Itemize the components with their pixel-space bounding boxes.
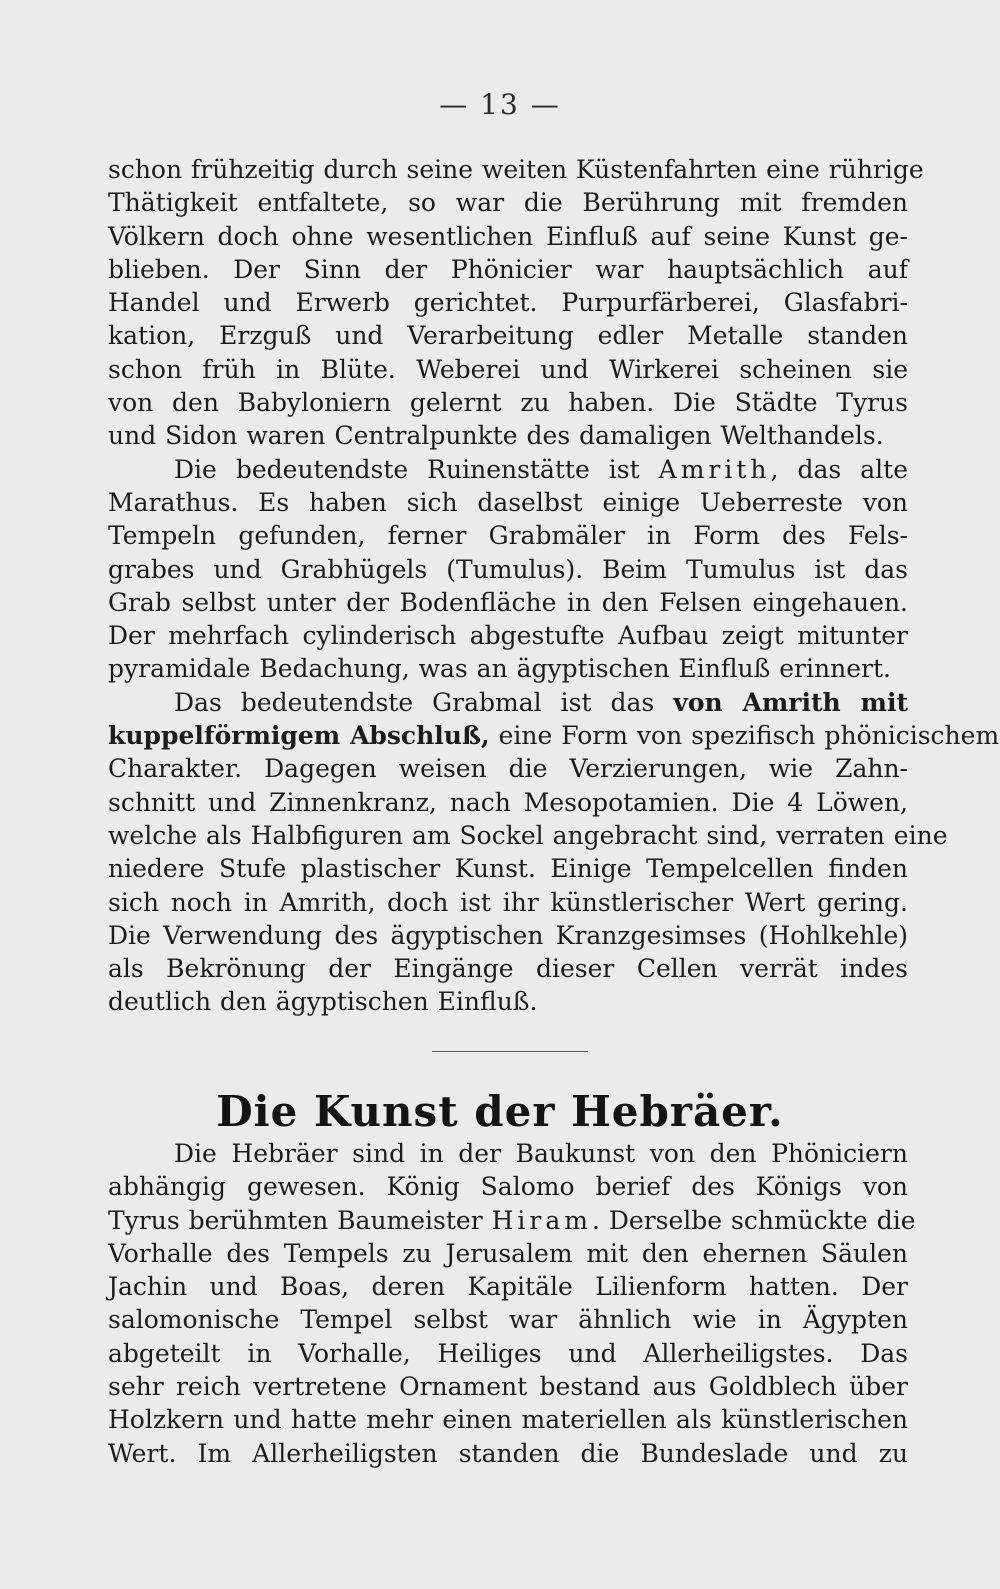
text-line: pyramidale Bedachung, was an ägyptischen Einfluß erinnert. xyxy=(108,654,891,684)
text-line: blieben. Der Sinn der Phönicier war hauptsächlich auf xyxy=(108,254,908,284)
text-line: salomonische Tempel selbst war ähnlich wie in Ägypten xyxy=(108,1305,908,1335)
text-line: Handel und Erwerb gerichtet. Purpurfärberei, Glasfabri- xyxy=(108,288,908,318)
text-line: welche als Halbfiguren am Sockel angebracht sind, verraten eine xyxy=(108,820,948,850)
text-fragment: Die bedeutendste Ruinenstätte ist xyxy=(174,454,659,484)
text-line: schnitt und Zinnenkranz, nach Mesopotamien. Die 4 Löwen, xyxy=(108,787,908,817)
text-fragment: Tyrus berühmten Baumeister xyxy=(108,1205,492,1235)
text-line: Wert. Im Allerheiligsten standen die Bundeslade und zu xyxy=(108,1438,908,1468)
text-line xyxy=(108,686,908,719)
text-line: schon frühzeitig durch seine weiten Küstenfahrten eine rührige xyxy=(108,155,924,184)
section-heading: Die Kunst der Hebräer. xyxy=(216,1087,784,1136)
paragraph-1 xyxy=(108,153,1000,1019)
text-line xyxy=(108,719,1000,752)
text-line: Tempeln gefunden, ferner Grabmäler in Form des Fels- xyxy=(108,521,908,551)
text-fragment: Das bedeutendste Grabmal ist das xyxy=(174,687,674,717)
text-line: Charakter. Dagegen weisen die Verzierungen, wie Zahn- xyxy=(108,754,908,784)
text-line: abgeteilt in Vorhalle, Heiliges und Allerheiligstes. Das xyxy=(108,1338,908,1368)
text-line: niedere Stufe plastischer Kunst. Einige Tempelcellen finden xyxy=(108,854,908,884)
page-number: — 13 — xyxy=(439,88,561,121)
text-line: Der mehrfach cylinderisch abgestufte Aufbau zeigt mitunter xyxy=(108,621,908,651)
spaced-name: Hiram xyxy=(491,1205,592,1235)
text-line: sich noch in Amrith, doch ist ihr künstlerischer Wert gering. xyxy=(108,887,908,917)
bold-phrase: kuppelförmigem Abschluß, xyxy=(108,721,490,751)
text-fragment: . Derselbe schmückte die xyxy=(591,1205,916,1235)
text-fragment: , das alte xyxy=(770,454,908,484)
text-line xyxy=(108,1204,916,1237)
text-line: Thätigkeit entfaltete, so war die Berührung mit fremden xyxy=(108,188,908,218)
text-line xyxy=(108,453,908,486)
text-line: Grab selbst unter der Bodenfläche in den Felsen eingehauen. xyxy=(108,587,908,617)
text-line: von den Babyloniern gelernt zu haben. Die Städte Tyrus xyxy=(108,388,908,418)
text-line: deutlich den ägyptischen Einfluß. xyxy=(108,987,538,1017)
text-line: grabes und Grabhügels (Tumulus). Beim Tumulus ist das xyxy=(108,554,908,584)
text-line: Jachin und Boas, deren Kapitäle Lilienform hatten. Der xyxy=(108,1272,908,1302)
text-line: Vorhalle des Tempels zu Jerusalem mit den ehernen Säulen xyxy=(108,1238,908,1268)
text-line: Die Hebräer sind in der Baukunst von den Phöniciern xyxy=(174,1139,908,1168)
section-divider xyxy=(432,1051,588,1052)
text-fragment: eine Form von spezifisch phönicischem xyxy=(489,721,1000,751)
text-line: kation, Erzguß und Verarbeitung edler Metalle standen xyxy=(108,321,908,351)
spaced-name: Amrith xyxy=(658,454,771,484)
text-line: und Sidon waren Centralpunkte des damaligen Welthandels. xyxy=(108,421,884,451)
text-line: als Bekrönung der Eingänge dieser Cellen verrät indes xyxy=(108,954,908,984)
text-line: Völkern doch ohne wesentlichen Einfluß auf seine Kunst ge- xyxy=(108,221,908,251)
paragraph-hebraeer xyxy=(108,1137,916,1470)
text-line: sehr reich vertretene Ornament bestand aus Goldblech über xyxy=(108,1372,908,1402)
text-line: abhängig gewesen. König Salomo berief des Königs von xyxy=(108,1172,908,1202)
text-line: Marathus. Es haben sich daselbst einige Ueberreste von xyxy=(108,487,908,517)
bold-phrase: von Amrith mit xyxy=(673,687,908,717)
text-line: Die Verwendung des ägyptischen Kranzgesimses (Hohlkehle) xyxy=(108,920,908,950)
text-line: schon früh in Blüte. Weberei und Wirkerei scheinen sie xyxy=(108,354,908,384)
text-line: Holzkern und hatte mehr einen materiellen als künstlerischen xyxy=(108,1405,908,1435)
